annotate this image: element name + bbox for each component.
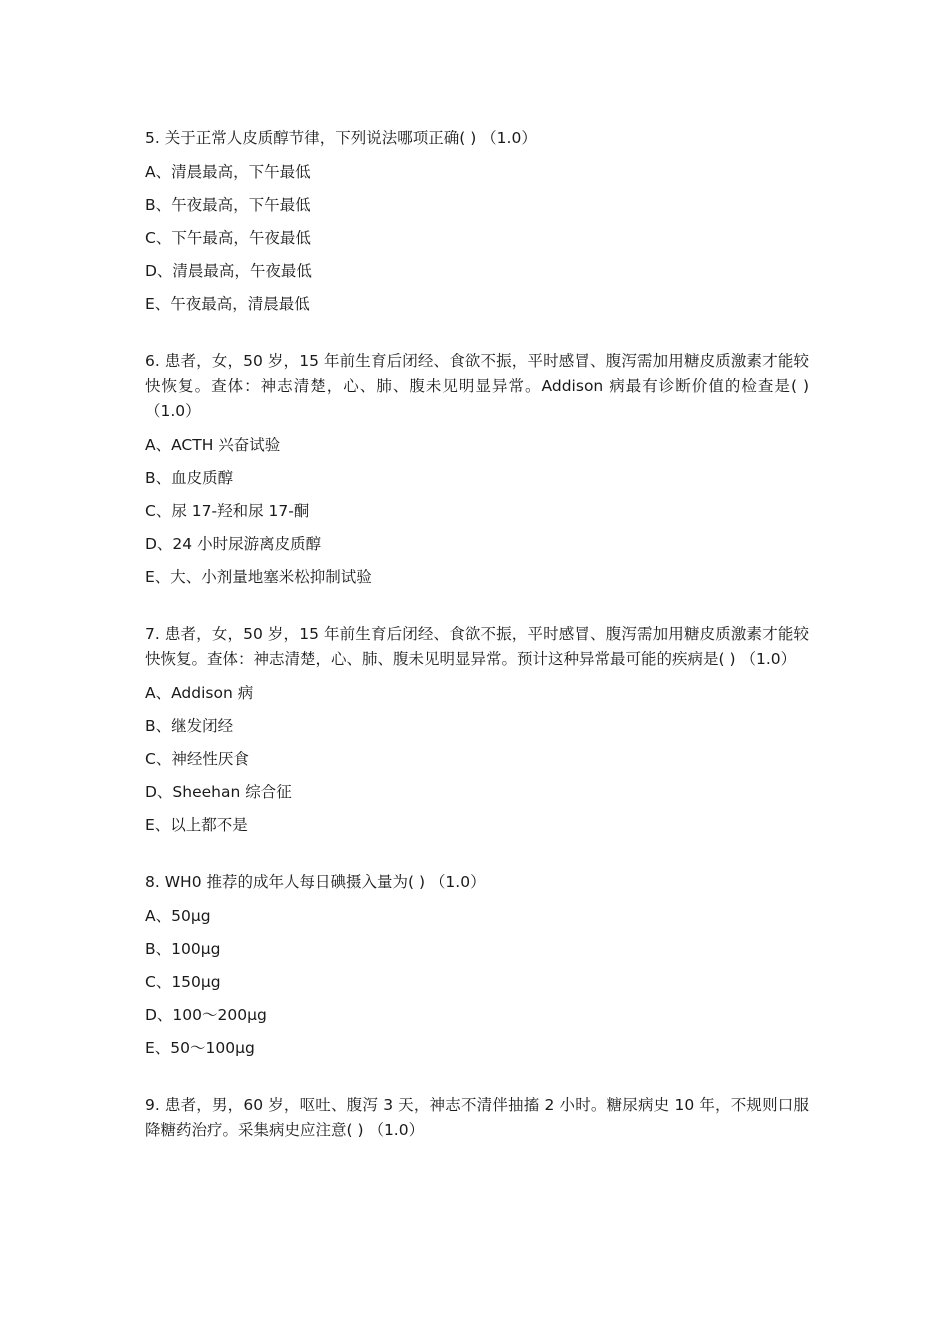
- question-stem: 7. 患者，女，50 岁，15 年前生育后闭经、食欲不振，平时感冒、腹泻需加用糖皮质激素才能较快恢复。查体：神志清楚，心、肺、腹未见明显异常。预计这种异常最可能的疾病是( ) （1.0）: [145, 625, 809, 668]
- option-b: B、血皮质醇: [145, 469, 234, 487]
- question-list: [145, 126, 809, 1153]
- option-d: D、24 小时尿游离皮质醇: [145, 535, 322, 553]
- question-stem: 5. 关于正常人皮质醇节律，下列说法哪项正确( ) （1.0）: [145, 129, 537, 147]
- option-list: [145, 905, 809, 1060]
- option-list: [145, 682, 809, 837]
- option-d: D、清晨最高，午夜最低: [145, 262, 312, 280]
- question-stem: 9. 患者，男，60 岁，呕吐、腹泻 3 天，神志不清伴抽搐 2 小时。糖尿病史 10 年，不规则口服降糖药治疗。采集病史应注意( ) （1.0）: [145, 1096, 809, 1139]
- question-9: [145, 1093, 809, 1143]
- option-a: A、清晨最高，下午最低: [145, 163, 311, 181]
- question-6: [145, 349, 809, 589]
- question-7: [145, 622, 809, 837]
- question-gap: [145, 326, 809, 349]
- question-stem: 6. 患者，女，50 岁，15 年前生育后闭经、食欲不振，平时感冒、腹泻需加用糖皮质激素才能较快恢复。查体：神志清楚，心、肺、腹未见明显异常。Addison 病最有诊断价值的检查是( ) （1.0）: [145, 352, 809, 420]
- option-b: B、100μg: [145, 940, 221, 958]
- option-e: E、大、小剂量地塞米松抑制试验: [145, 568, 372, 586]
- option-c: C、神经性厌食: [145, 750, 249, 768]
- question-gap: [145, 1070, 809, 1093]
- question-gap: [145, 847, 809, 870]
- question-stem: 8. WH0 推荐的成年人每日碘摄入量为( ) （1.0）: [145, 873, 486, 891]
- option-b: B、继发闭经: [145, 717, 234, 735]
- option-d: D、100～200μg: [145, 1006, 267, 1024]
- option-a: A、50μg: [145, 907, 211, 925]
- option-list: [145, 434, 809, 589]
- option-a: A、Addison 病: [145, 684, 254, 702]
- option-e: E、50～100μg: [145, 1039, 255, 1057]
- question-8: [145, 870, 809, 1060]
- option-c: C、150μg: [145, 973, 221, 991]
- question-gap: [145, 599, 809, 622]
- option-d: D、Sheehan 综合征: [145, 783, 292, 801]
- question-5: [145, 126, 809, 316]
- option-a: A、ACTH 兴奋试验: [145, 436, 281, 454]
- option-c: C、下午最高，午夜最低: [145, 229, 311, 247]
- option-b: B、午夜最高，下午最低: [145, 196, 311, 214]
- option-e: E、午夜最高，清晨最低: [145, 295, 310, 313]
- option-c: C、尿 17-羟和尿 17-酮: [145, 502, 310, 520]
- option-e: E、以上都不是: [145, 816, 248, 834]
- option-list: [145, 161, 809, 316]
